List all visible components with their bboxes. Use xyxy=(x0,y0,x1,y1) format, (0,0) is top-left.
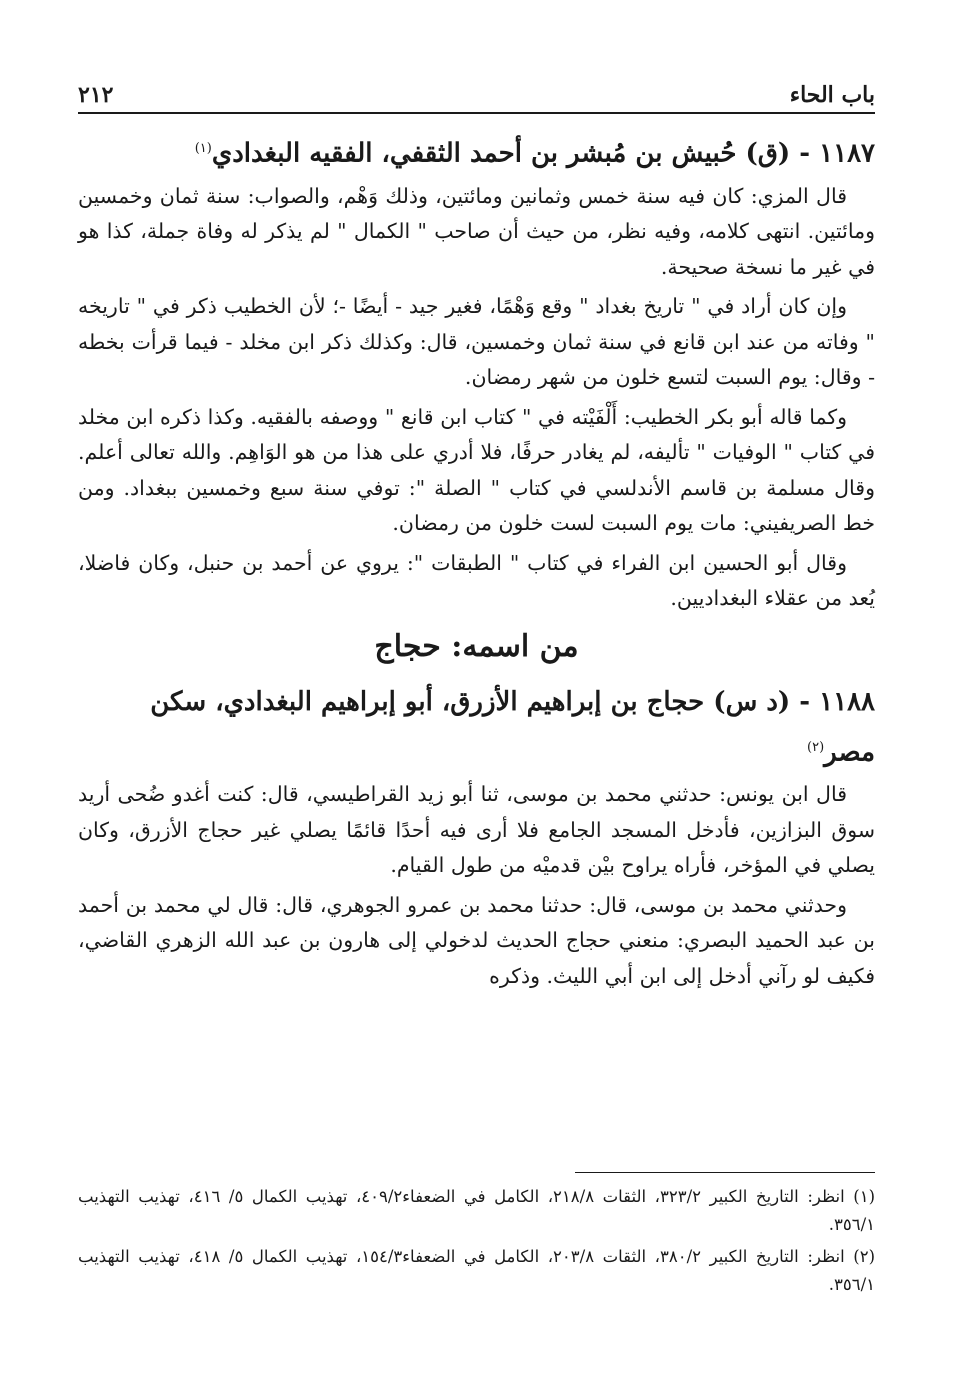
paragraph: وإن كان أراد في " تاريخ بغداد " وقع وَهْمًا، فغير جيد - أيضًا -؛ لأن الخطيب ذكر في " تاريخه " وفاته من عند ابن قانع في سنة ثمان وخمسين، قال: وكذلك ذكر ابن مخلد - فيما قرأت بخطه - وقال: يوم السبت لتسع خلون من شهر رمضان. xyxy=(78,294,875,390)
paragraph: وكما قاله أبو بكر الخطيب: أَلْفَيْته في " كتاب ابن قانع " ووصفه بالفقيه. وكذا ذكره ابن مخلد في كتاب " الوفيات " تأليفه، لم يغادر حرفًا، فلا أدري على هذا من هو الوَاهِم. والله تعالى أعلم. وقال مسلمة بن قاسم الأندلسي في كتاب " الصلة ": توفي سنة سبع وخمسين ببغداد. ومن خط الصريفيني: مات يوم السبت لست خلون من رمضان. xyxy=(78,404,875,536)
footnote-reference: (١) xyxy=(194,141,212,156)
section-heading: من اسمه: حجاج xyxy=(374,628,579,664)
entry-heading-1188 xyxy=(78,679,875,776)
paragraph: وقال أبو الحسين ابن الفراء في كتاب " الطبقات ": يروي عن أحمد بن حنبل، وكان فاضلا، يُعد من عقلاء البغداديين. xyxy=(78,550,875,611)
entry-heading-text: ١١٨٧ - (ق) حُبيش بن مُبشر بن أحمد الثقفي، الفقيه البغدادي xyxy=(211,138,875,169)
paragraph: قال ابن يونس: حدثني محمد بن موسى، ثنا أبو زيد القراطيسي، قال: كنت أغدو ضُحى أريد سوق البزازين، فأدخل المسجد الجامع فلا أرى فيه أحدًا قائمًا يصلي غير حجاج الأزرق، وكان يصلي في المؤخر، فأراه يراوح بيْن قدميْه من طول القيام. xyxy=(78,782,875,878)
paragraph: قال المزي: كان فيه سنة خمس وثمانين ومائتين، وذلك وَهْم، والصواب: سنة ثمان وخمسين ومائتين. انتهى كلامه، وفيه نظر، من حيث أن صاحب " الكمال " لم يذكر له وفاة جملة، كذا هو في غير ما نسخة صحيحة. xyxy=(78,183,875,279)
footnotes xyxy=(78,1172,875,1303)
entry-heading-text: ١١٨٨ - (د س) حجاج بن إبراهيم الأزرق، أبو إبراهيم البغدادي، سكن مصر xyxy=(150,686,875,768)
paragraph: وحدثني محمد بن موسى، قال: حدثنا محمد بن عمرو الجوهري، قال: قال لي محمد بن أحمد بن عبد الحميد البصري: منعني حجاج الحديث لدخولي إلى هارون بن عبد الله الزهري القاضي، فكيف لو رآني أدخل إلى ابن أبي الليث. وذكره xyxy=(78,892,875,988)
chapter-title: باب الحاء xyxy=(789,82,875,108)
entry-heading-1187 xyxy=(78,126,875,177)
footnote-reference: (٢) xyxy=(807,739,825,755)
footnote: (٢) انظر: التاريخ الكبير ٣٨٠/٢، الثقات ٢٠٣/٨، الكامل في الضعفاء١٥٤/٣، تهذيب الكمال ٥/ ٤١٨، تهذيب التهذيب ٣٥٦/١. xyxy=(78,1247,875,1294)
main-text xyxy=(78,126,875,998)
footnote-divider xyxy=(575,1172,875,1173)
footnote: (١) انظر: التاريخ الكبير ٣٢٣/٢، الثقات ٢١٨/٨، الكامل في الضعفاء٤٠٩/٢، تهذيب الكمال ٥/ ٤١٦، تهذيب التهذيب ٣٥٦/١. xyxy=(78,1187,875,1234)
running-header xyxy=(78,64,875,114)
page-number: ٢١٢ xyxy=(78,82,114,108)
